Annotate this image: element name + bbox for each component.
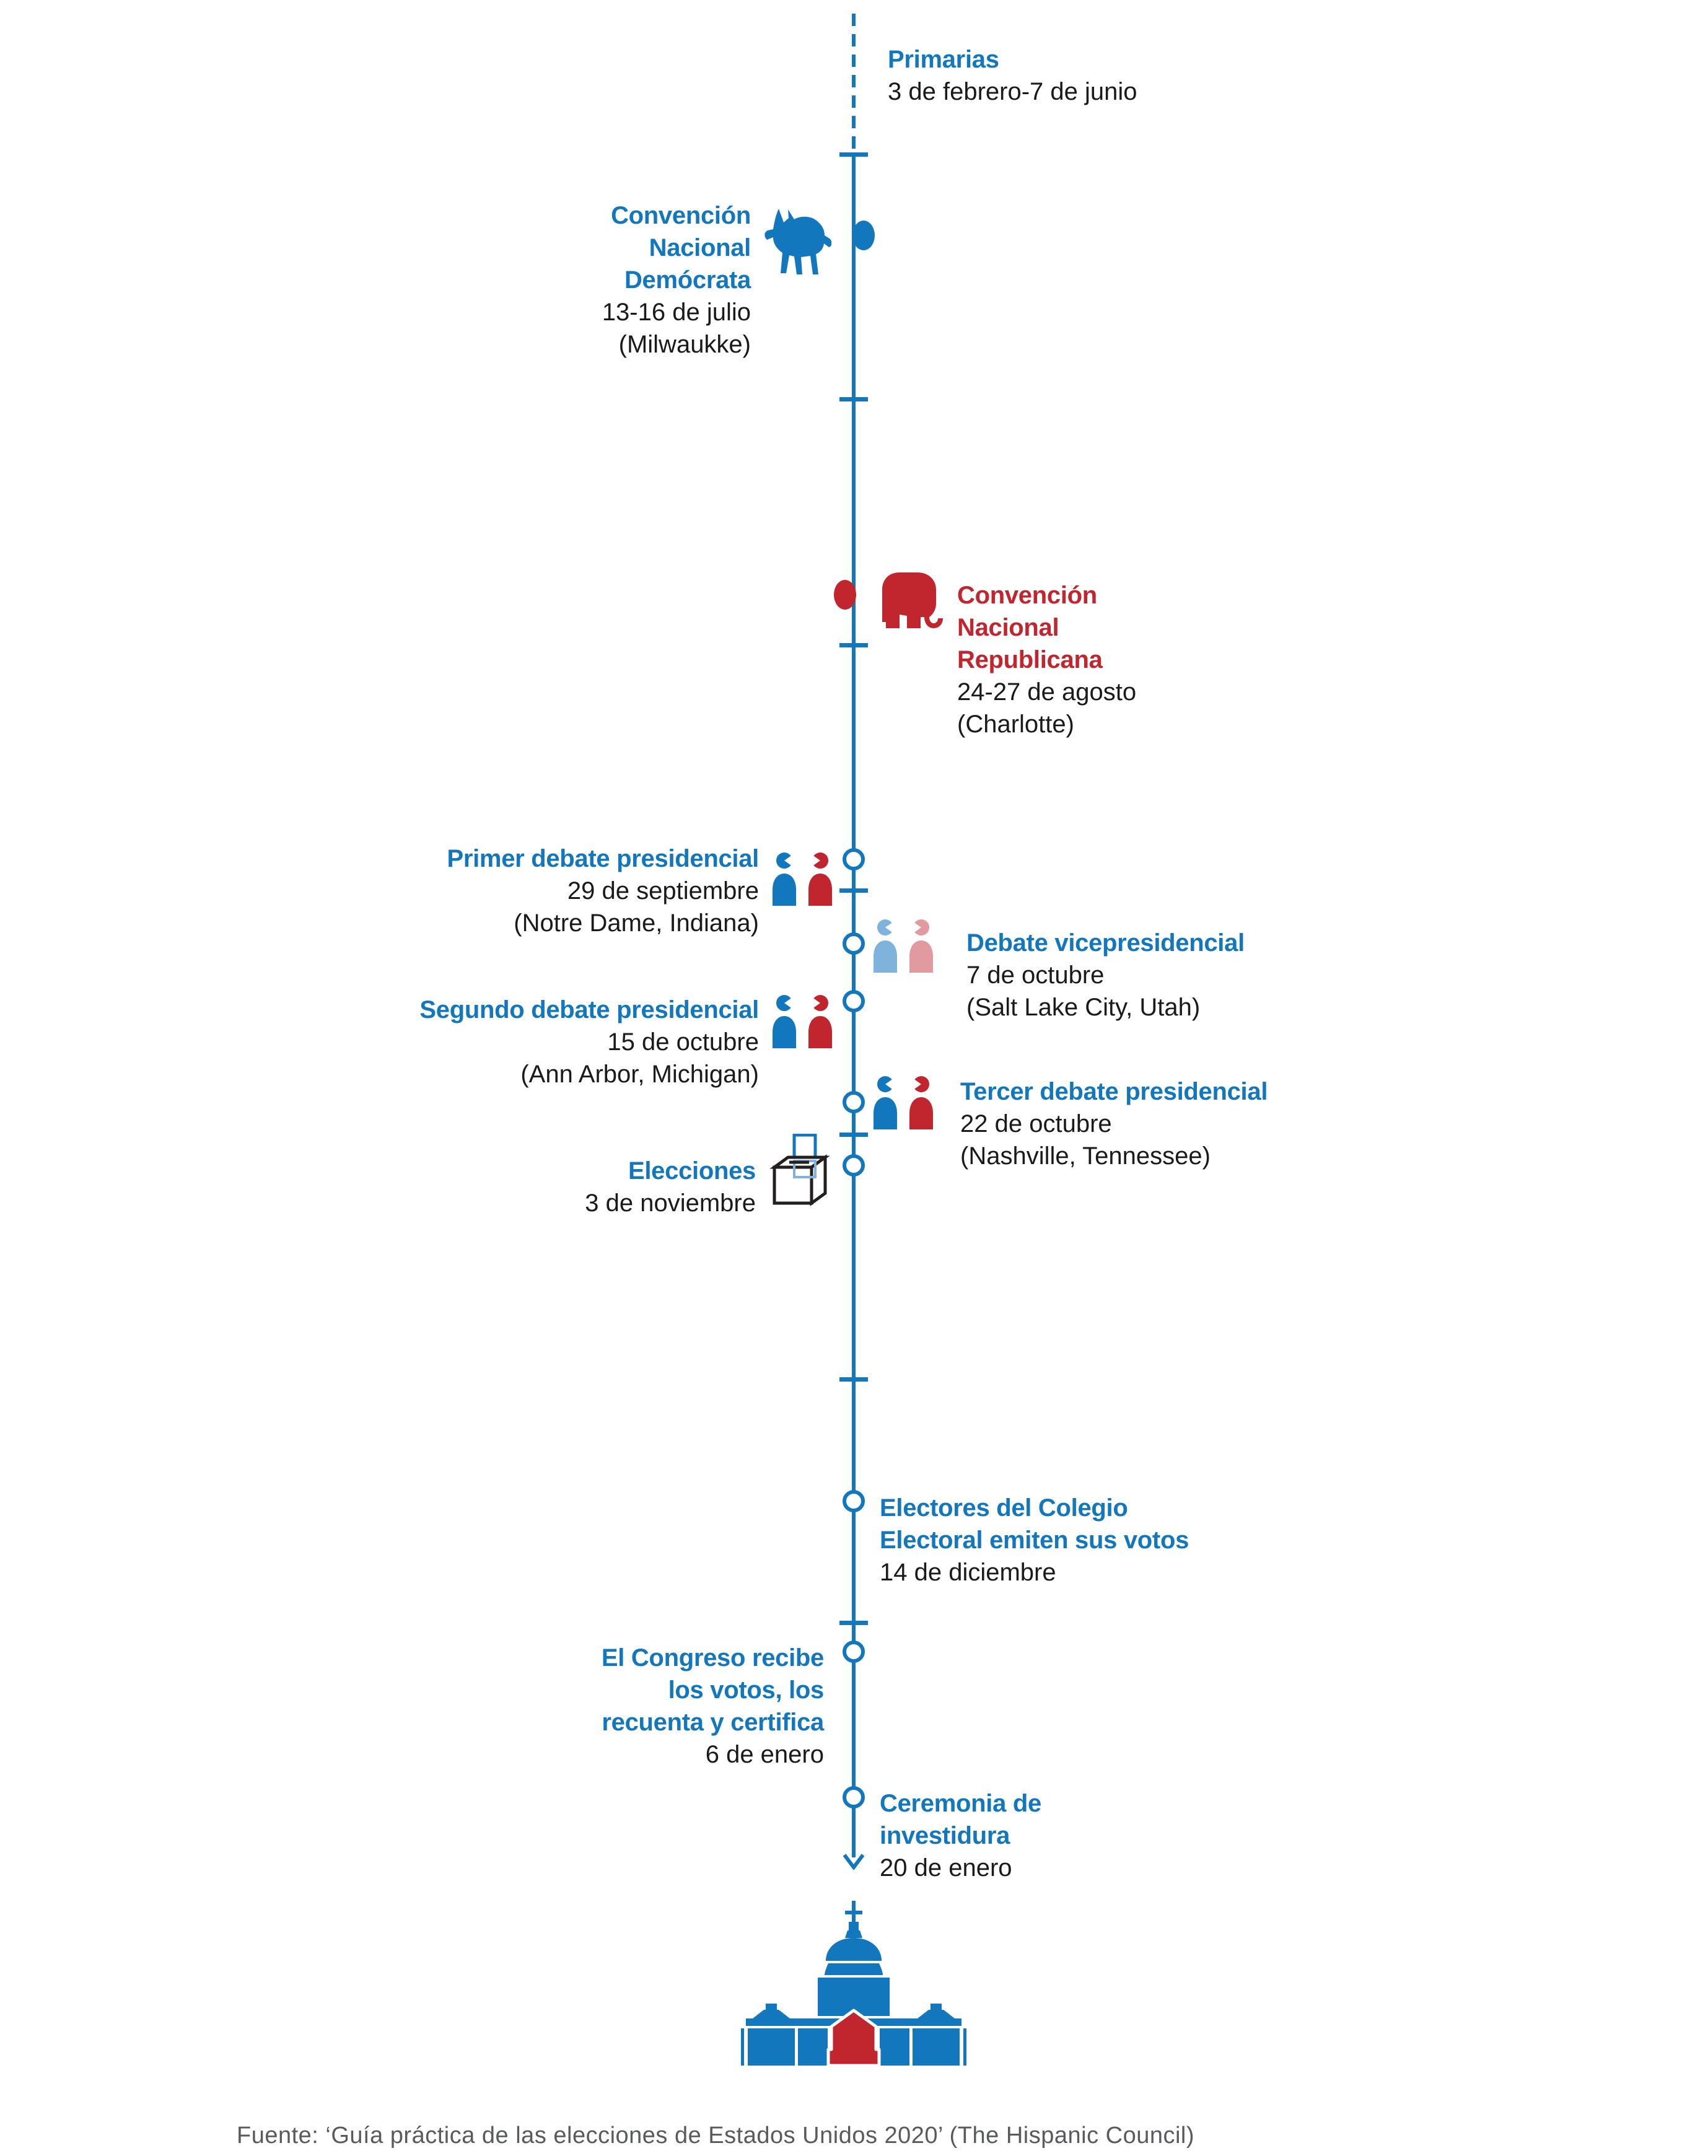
event-location: (Nashville, Tennessee) — [960, 1142, 1211, 1170]
event-primer-debate — [447, 843, 759, 939]
month-tick — [839, 1133, 868, 1137]
two-speakers-icon — [771, 995, 833, 1048]
event-title-line: El Congreso recibe — [601, 1644, 824, 1672]
timeline-dashed-segment — [852, 14, 856, 155]
event-title: Elecciones — [628, 1157, 756, 1185]
event-tercer-debate — [960, 1076, 1268, 1172]
event-location: (Salt Lake City, Utah) — [966, 994, 1201, 1021]
event-date: 7 de octubre — [966, 962, 1105, 989]
event-title-line: Electores del Colegio — [880, 1494, 1128, 1522]
event-date: 13-16 de julio — [602, 299, 751, 326]
event-title-line: Convención — [957, 582, 1097, 609]
event-location: (Milwaukke) — [618, 331, 751, 358]
event-date: 20 de enero — [880, 1854, 1012, 1882]
event-title-line: Demócrata — [624, 266, 751, 294]
election-day-marker — [843, 1154, 865, 1177]
event-convencion-republicana — [957, 579, 1136, 740]
event-title-line: investidura — [880, 1822, 1010, 1849]
event-title-line: Ceremonia de — [880, 1790, 1041, 1817]
third-debate-marker — [843, 1091, 865, 1113]
event-convencion-democrata — [602, 199, 751, 361]
event-date: 29 de septiembre — [567, 877, 759, 905]
event-title: Segundo debate presidencial — [419, 996, 759, 1023]
two-speakers-icon — [771, 852, 833, 906]
event-title-line: Convención — [611, 202, 751, 229]
event-location: (Ann Arbor, Michigan) — [520, 1061, 759, 1088]
event-title: Primer debate presidencial — [447, 845, 759, 872]
month-tick — [839, 152, 868, 157]
electoral-college-marker — [843, 1490, 865, 1512]
event-title: Tercer debate presidencial — [960, 1078, 1268, 1105]
source-credit: Fuente: ‘Guía práctica de las elecciones de Estados Unidos 2020’ (The Hispanic Council) — [237, 2123, 1195, 2149]
event-title-line: Nacional — [649, 234, 751, 261]
congress-count-marker — [843, 1641, 865, 1663]
ballot-box-icon — [769, 1134, 834, 1211]
event-date: 6 de enero — [705, 1741, 824, 1768]
elephant-icon — [878, 569, 950, 637]
donkey-icon — [763, 208, 831, 277]
event-date: 22 de octubre — [960, 1110, 1112, 1137]
two-speakers-light-icon — [872, 919, 934, 973]
inauguration-marker — [843, 1786, 865, 1808]
capitol-building-icon — [741, 1901, 966, 2066]
vp-debate-marker — [843, 932, 865, 955]
month-tick — [839, 888, 868, 893]
month-tick — [839, 1377, 868, 1382]
two-speakers-icon — [872, 1076, 934, 1129]
event-date: 3 de noviembre — [585, 1190, 756, 1217]
event-electores-colegio — [880, 1492, 1189, 1589]
republican-convention-dot — [834, 580, 856, 610]
event-title: Debate vicepresidencial — [966, 929, 1245, 957]
event-title-line: los votos, los — [668, 1676, 824, 1704]
event-title-line: recuenta y certifica — [602, 1709, 824, 1736]
event-congreso-certifica — [602, 1642, 824, 1771]
event-location: (Notre Dame, Indiana) — [514, 909, 759, 937]
event-date: 24-27 de agosto — [957, 678, 1137, 706]
event-title-line: Electoral emiten sus votos — [880, 1527, 1189, 1554]
first-debate-marker — [843, 848, 865, 870]
event-location: (Charlotte) — [957, 711, 1074, 738]
event-debate-vicepresidencial — [966, 927, 1245, 1023]
event-date: 14 de diciembre — [880, 1559, 1056, 1586]
arrow-down-icon — [843, 1854, 864, 1870]
event-ceremonia-investidura — [880, 1787, 1041, 1884]
month-tick — [839, 1621, 868, 1625]
month-tick — [839, 397, 868, 401]
event-title-line: Nacional — [957, 614, 1059, 641]
month-tick — [839, 643, 868, 647]
democratic-convention-dot — [852, 221, 875, 250]
event-segundo-debate — [419, 994, 759, 1090]
event-primarias — [888, 43, 1137, 108]
event-title-line: Republicana — [957, 646, 1103, 673]
second-debate-marker — [843, 990, 865, 1012]
event-date: 3 de febrero-7 de junio — [888, 78, 1137, 105]
event-date: 15 de octubre — [607, 1028, 759, 1056]
event-elecciones — [585, 1155, 756, 1219]
event-title: Primarias — [888, 46, 999, 73]
